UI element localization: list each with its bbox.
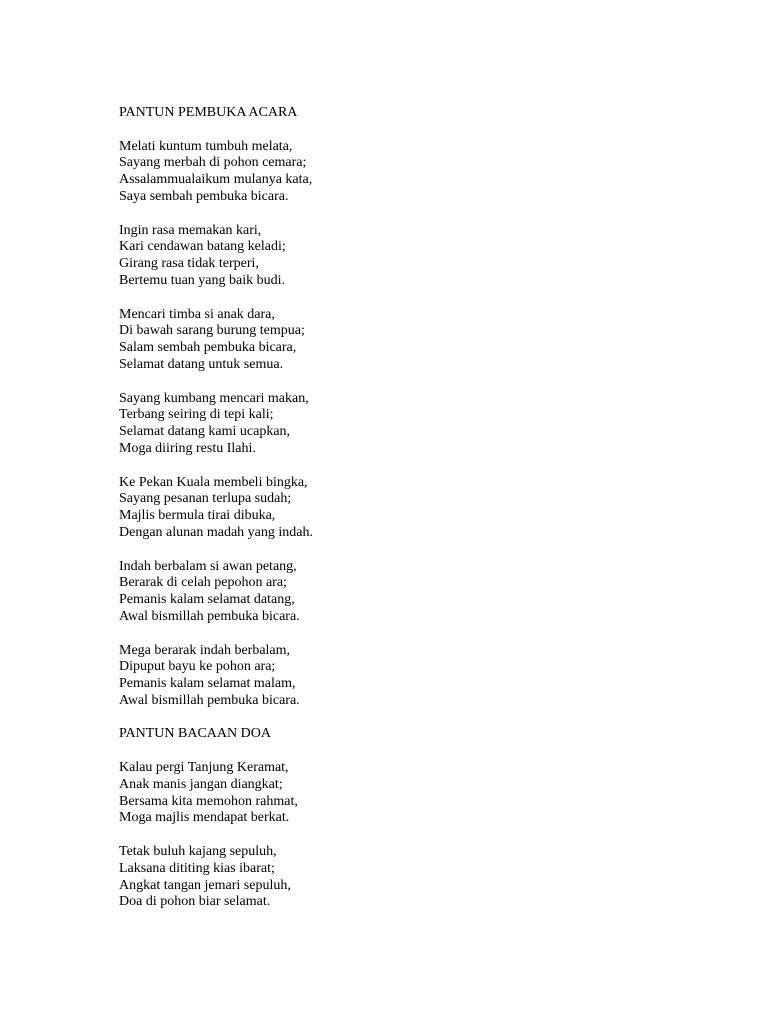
stanza (119, 223, 719, 290)
verse-line: Majlis bermula tirai dibuka, (119, 508, 276, 524)
verse-line: Indah berbalam si awan petang, (119, 558, 297, 574)
verse-line: Dipuput bayu ke pohon ara; (119, 659, 276, 675)
verse-line: Girang rasa tidak terperi, (119, 256, 259, 272)
stanza (119, 391, 719, 458)
stanza (119, 760, 719, 827)
verse-line: Di bawah sarang burung tempua; (119, 323, 305, 339)
verse-line: Mega berarak indah berbalam, (119, 642, 291, 658)
verse-line: Awal bismillah pembuka bicara. (119, 608, 300, 624)
section-title-bacaan-doa: PANTUN BACAAN DOA (119, 726, 271, 742)
verse-line: Moga majlis mendapat berkat. (119, 810, 290, 826)
verse-line: Pemanis kalam selamat datang, (119, 592, 295, 608)
verse-line: Angkat tangan jemari sepuluh, (119, 877, 291, 893)
verse-line: Ke Pekan Kuala membeli bingka, (119, 474, 308, 490)
verse-line: Awal bismillah pembuka bicara. (119, 692, 300, 708)
verse-line: Bertemu tuan yang baik budi. (119, 272, 286, 288)
stanza (119, 139, 719, 206)
verse-line: Moga diiring restu Ilahi. (119, 440, 256, 456)
verse-line: Tetak buluh kajang sepuluh, (119, 844, 277, 860)
verse-line: Anak manis jangan diangkat; (119, 776, 283, 792)
verse-line: Saya sembah pembuka bicara. (119, 188, 289, 204)
verse-line: Selamat datang kami ucapkan, (119, 424, 291, 440)
verse-line: Terbang seiring di tepi kali; (119, 407, 274, 423)
verse-line: Laksana dititing kias ibarat; (119, 860, 275, 876)
verse-line: Kari cendawan batang keladi; (119, 239, 286, 255)
stanza (119, 307, 719, 374)
verse-line: Doa di pohon biar selamat. (119, 894, 271, 910)
verse-line: Sayang kumbang mencari makan, (119, 390, 309, 406)
verse-line: Sayang merbah di pohon cemara; (119, 155, 307, 171)
verse-line: Selamat datang untuk semua. (119, 356, 284, 372)
verse-line: Kalau pergi Tanjung Keramat, (119, 760, 289, 776)
stanza (119, 844, 719, 911)
verse-line: Melati kuntum tumbuh melata, (119, 138, 293, 154)
verse-line: Ingin rasa memakan kari, (119, 222, 262, 238)
stanza (119, 475, 719, 542)
verse-line: Salam sembah pembuka bicara, (119, 340, 297, 356)
verse-line: Berarak di celah pepohon ara; (119, 575, 287, 591)
verse-line: Pemanis kalam selamat malam, (119, 676, 296, 692)
document-page (119, 105, 719, 928)
verse-line: Bersama kita memohon rahmat, (119, 793, 298, 809)
stanza (119, 559, 719, 626)
verse-line: Sayang pesanan terlupa sudah; (119, 491, 292, 507)
verse-line: Dengan alunan madah yang indah. (119, 524, 313, 540)
section-title-pembuka-acara: PANTUN PEMBUKA ACARA (119, 105, 298, 120)
verse-line: Mencari timba si anak dara, (119, 306, 275, 322)
verse-line: Assalammualaikum mulanya kata, (119, 172, 313, 188)
stanza (119, 643, 719, 710)
